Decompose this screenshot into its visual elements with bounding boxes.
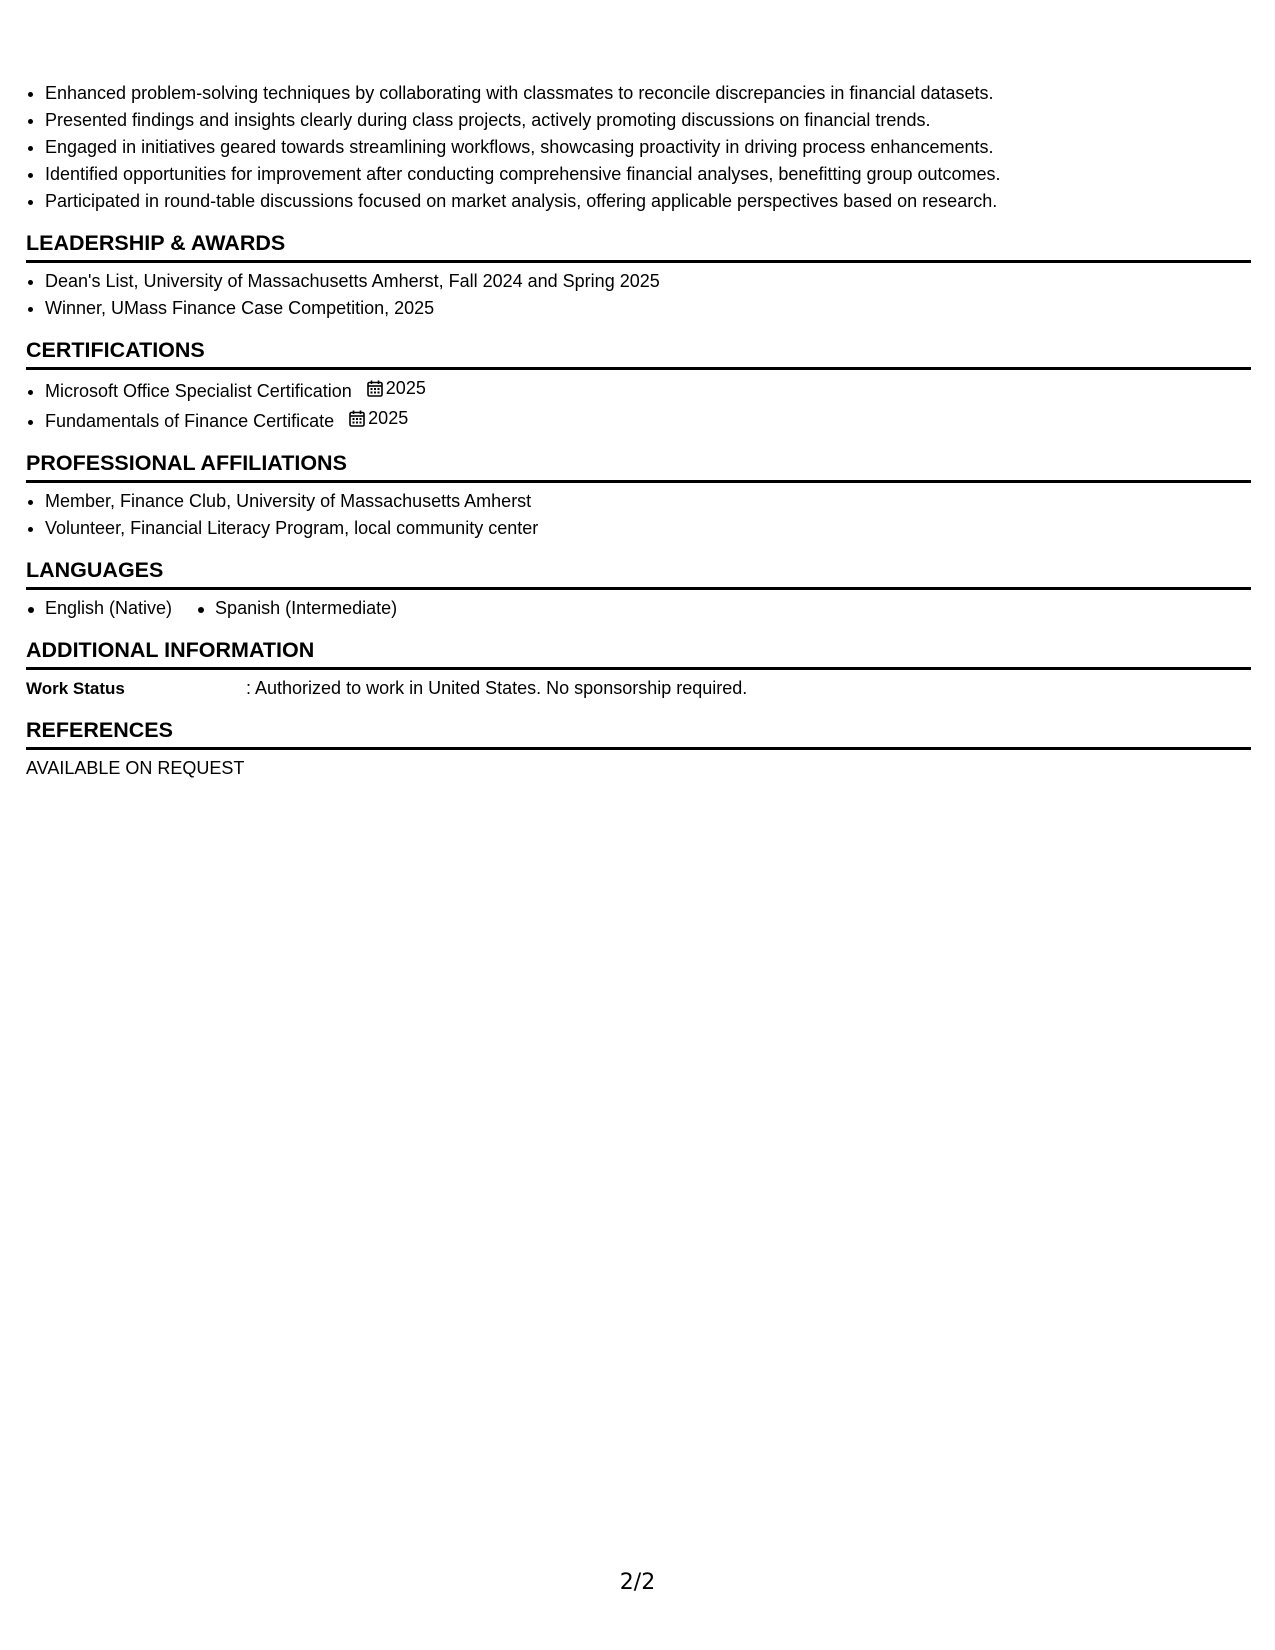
list-item xyxy=(45,375,1251,405)
list-item: • Member, Finance Club, University of Massachusetts Amherst xyxy=(45,488,1251,515)
work-status-value: : Authorized to work in United States. No sponsorship required. xyxy=(246,678,748,698)
work-status-row xyxy=(26,675,1251,702)
languages-list xyxy=(26,595,1251,622)
list-item: • Volunteer, Financial Literacy Program, local community center xyxy=(45,515,1251,542)
certifications-list xyxy=(26,375,1251,435)
section-title: LEADERSHIP & AWARDS xyxy=(26,230,1251,263)
references-section xyxy=(26,717,1251,782)
list-item: Spanish (Intermediate) xyxy=(196,595,397,622)
languages-section xyxy=(26,557,1251,622)
list-item: • Identified opportunities for improvement after conducting comprehensive financial analyses, benefitting group outcomes. xyxy=(45,161,1251,188)
affiliations-section xyxy=(26,450,1251,542)
list-item: • Winner, UMass Finance Case Competition, 2025 xyxy=(45,295,1251,322)
list-item: • Enhanced problem-solving techniques by collaborating with classmates to reconcile discrepancies in financial datasets. xyxy=(45,80,1251,107)
list-item: • Dean's List, University of Massachusetts Amherst, Fall 2024 and Spring 2025 xyxy=(45,268,1251,295)
resume-page xyxy=(26,80,1251,782)
certifications-section xyxy=(26,337,1251,435)
section-title: ADDITIONAL INFORMATION xyxy=(26,637,1251,670)
list-item: • Presented findings and insights clearly during class projects, actively promoting discussions on financial trends. xyxy=(45,107,1251,134)
list-item xyxy=(45,405,1251,435)
references-text: AVAILABLE ON REQUEST xyxy=(26,758,245,778)
section-title: CERTIFICATIONS xyxy=(26,337,1251,370)
leadership-list xyxy=(26,268,1251,322)
section-title: REFERENCES xyxy=(26,717,1251,750)
calendar-icon xyxy=(367,380,383,397)
calendar-icon xyxy=(349,410,365,427)
certification-name: Microsoft Office Specialist Certification xyxy=(45,381,352,401)
list-item: • Participated in round-table discussions focused on market analysis, offering applicable perspectives based on research. xyxy=(45,188,1251,215)
affiliations-list xyxy=(26,488,1251,542)
certification-name: Fundamentals of Finance Certificate xyxy=(45,411,335,431)
list-item: • Engaged in initiatives geared towards streamlining workflows, showcasing proactivity in driving process enhancements. xyxy=(45,134,1251,161)
certification-date: 2025 xyxy=(349,405,408,432)
certification-date: 2025 xyxy=(367,375,426,402)
list-item: English (Native) xyxy=(26,595,172,622)
leadership-section xyxy=(26,230,1251,322)
section-title: PROFESSIONAL AFFILIATIONS xyxy=(26,450,1251,483)
section-title: LANGUAGES xyxy=(26,557,1251,590)
experience-bullets xyxy=(26,80,1251,215)
additional-info-section xyxy=(26,637,1251,702)
work-status-label: Work Status xyxy=(26,679,125,698)
page-number: 2/2 xyxy=(619,1570,656,1595)
